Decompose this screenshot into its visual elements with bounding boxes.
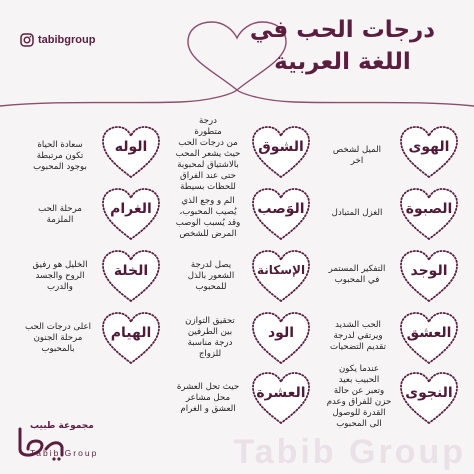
degree-description: عندما يكون الحبيب بعيد وتعبر عن حالة حزن للفراق وعدم القدرة للوصول الى المحبوب xyxy=(326,364,392,429)
degree-description: الم و وجع الذي يُصيب المحبوب، وقد يُسبب الوصب المرض للشخص xyxy=(175,196,241,239)
degree-name: الهيام xyxy=(110,325,152,341)
heart-card-khulla xyxy=(100,249,162,304)
degree-name: الوله xyxy=(114,139,148,155)
degree-name: الإسكانة xyxy=(256,263,306,277)
page-title xyxy=(235,14,450,78)
degree-name: الصبوة xyxy=(405,201,453,217)
degree-description: مرحلة الحب الملزمة xyxy=(38,204,82,225)
watermark: Tabib Group xyxy=(233,433,466,471)
degree-description: حيث تحل العشرة محل مشاعر العشق و الغرام xyxy=(176,382,240,414)
instagram-icon xyxy=(20,33,34,47)
logo-arabic-text: مجموعة طبيب xyxy=(30,421,94,431)
heart-card-sabwa xyxy=(398,187,460,242)
degree-description: الغزل المتبادل xyxy=(331,208,383,218)
degree-name: النجوى xyxy=(405,385,453,401)
degree-description: التفكير المستمر في المحبوب xyxy=(328,264,386,285)
degree-description: الميل لشخص اخر xyxy=(332,145,382,166)
heart-card-wasab xyxy=(250,187,312,242)
degree-name: العشرة xyxy=(256,385,306,401)
degree-description: الخليل هو رفيق الروح والجسد والدرب xyxy=(32,260,88,292)
heart-card-wudd xyxy=(250,311,312,366)
heart-card-iskana xyxy=(250,249,312,304)
title-line-2: اللغة العربية xyxy=(274,49,411,75)
heart-card-ishq xyxy=(398,311,460,366)
degree-name: الوجد xyxy=(410,263,448,279)
degree-description: درجة متطورة من درجات الحب حيث يشعر المحب بالاشتياق لمحبوبة حتى عند الفراق للحظات بسيطة xyxy=(175,116,241,192)
degree-description: الحب الشديد ويرتقي لدرجة تقديم التضحيات xyxy=(330,320,386,352)
degree-description: سعادة الحياة تكون مرتبطة بوجود المحبوب xyxy=(33,140,87,172)
degree-name: الوَصب xyxy=(257,201,305,217)
title-line-1: درجات الحب في xyxy=(249,17,436,43)
heart-card-hiyam xyxy=(100,311,162,366)
degree-name: الهوى xyxy=(408,139,450,155)
degree-name: العشق xyxy=(406,325,452,341)
heart-card-walah xyxy=(100,125,162,180)
degree-description: يصل لدرجة الشعور بالذل للمحبوب xyxy=(187,260,235,292)
degree-description: تحقيق التوازن بين الطرفين درجة مناسبة للزواج xyxy=(185,316,235,359)
degree-name: الغرام xyxy=(110,201,152,217)
heart-card-najwa xyxy=(398,371,460,426)
heart-card-shawq xyxy=(250,125,312,180)
degree-name: الود xyxy=(267,325,295,341)
logo-english-text: Tabib Group xyxy=(30,448,99,458)
heart-card-gharam xyxy=(100,187,162,242)
instagram-handle: tabibgroup xyxy=(38,34,96,46)
heart-card-hawa xyxy=(398,125,460,180)
heart-card-wajd xyxy=(398,249,460,304)
instagram-badge[interactable] xyxy=(20,33,95,47)
degree-description: اعلى درجات الحب مرحلة الجنون بالمحبوب xyxy=(25,322,91,354)
heart-card-ishra xyxy=(250,371,312,426)
degree-name: الخلة xyxy=(113,263,149,279)
degree-name: الشوق xyxy=(258,139,304,155)
